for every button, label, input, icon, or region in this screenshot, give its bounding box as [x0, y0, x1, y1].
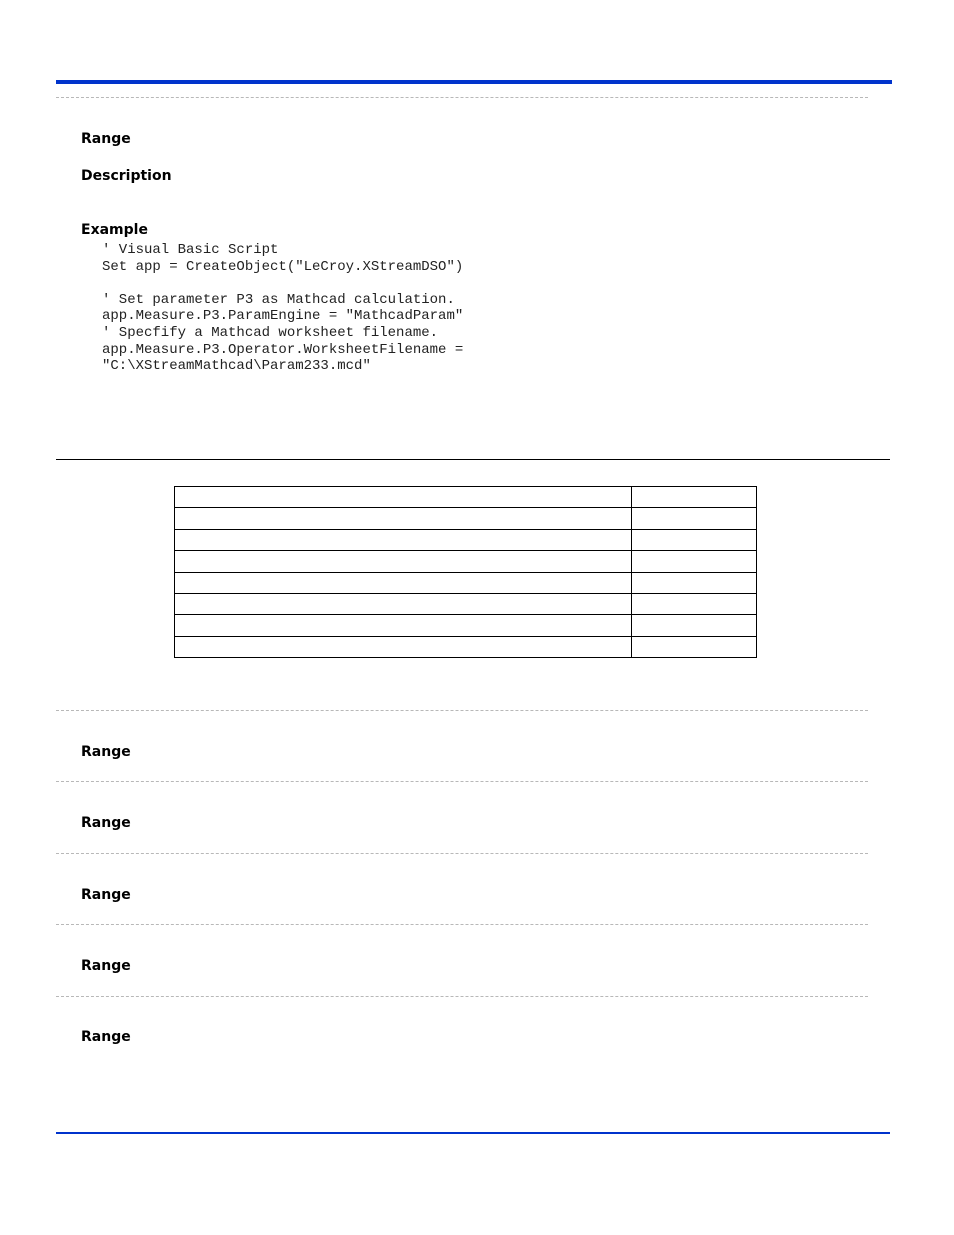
table-row [175, 529, 757, 550]
table-row [175, 551, 757, 572]
table-cell [175, 615, 632, 636]
table-cell [175, 508, 632, 529]
example-code-block [102, 242, 463, 375]
range-heading: Range [81, 815, 131, 831]
table-cell [632, 593, 757, 614]
section-separator [56, 924, 868, 925]
description-heading: Description [81, 168, 172, 184]
table-row [175, 508, 757, 529]
code-line: ' Set parameter P3 as Mathcad calculation. [102, 291, 455, 308]
property-table [174, 486, 757, 658]
code-line: "C:\XStreamMathcad\Param233.mcd" [102, 358, 371, 375]
example-heading: Example [81, 222, 148, 238]
table-cell [175, 572, 632, 593]
range-heading: Range [81, 887, 131, 903]
footer-rule [56, 1132, 890, 1134]
range-heading: Range [81, 744, 131, 760]
table-cell [632, 529, 757, 550]
code-line: app.Measure.P3.Operator.WorksheetFilename = [102, 341, 464, 358]
code-line: ' Specfify a Mathcad worksheet filename. [102, 324, 439, 341]
table-row [175, 572, 757, 593]
code-line: Set app = CreateObject("LeCroy.XStreamDSO") [102, 258, 464, 275]
table-cell [175, 593, 632, 614]
table-cell [632, 551, 757, 572]
code-line: ' Visual Basic Script [102, 242, 279, 258]
table-cell [632, 615, 757, 636]
table-row [175, 487, 757, 508]
table-cell [175, 529, 632, 550]
table-cell [632, 572, 757, 593]
code-line [102, 275, 463, 292]
table-cell [632, 508, 757, 529]
table-cell [175, 551, 632, 572]
table-row [175, 615, 757, 636]
range-heading: Range [81, 131, 131, 147]
header-rule [56, 80, 892, 84]
table-cell [175, 636, 632, 657]
table-row [175, 593, 757, 614]
table-cell [632, 636, 757, 657]
code-line: app.Measure.P3.ParamEngine = "MathcadParam" [102, 308, 464, 325]
section-divider [56, 459, 890, 460]
section-separator [56, 710, 868, 711]
section-separator [56, 97, 868, 98]
table-cell [175, 487, 632, 508]
table-cell [632, 487, 757, 508]
table-row [175, 636, 757, 657]
range-heading: Range [81, 1029, 131, 1045]
section-separator [56, 781, 868, 782]
range-heading: Range [81, 958, 131, 974]
section-separator [56, 853, 868, 854]
section-separator [56, 996, 868, 997]
